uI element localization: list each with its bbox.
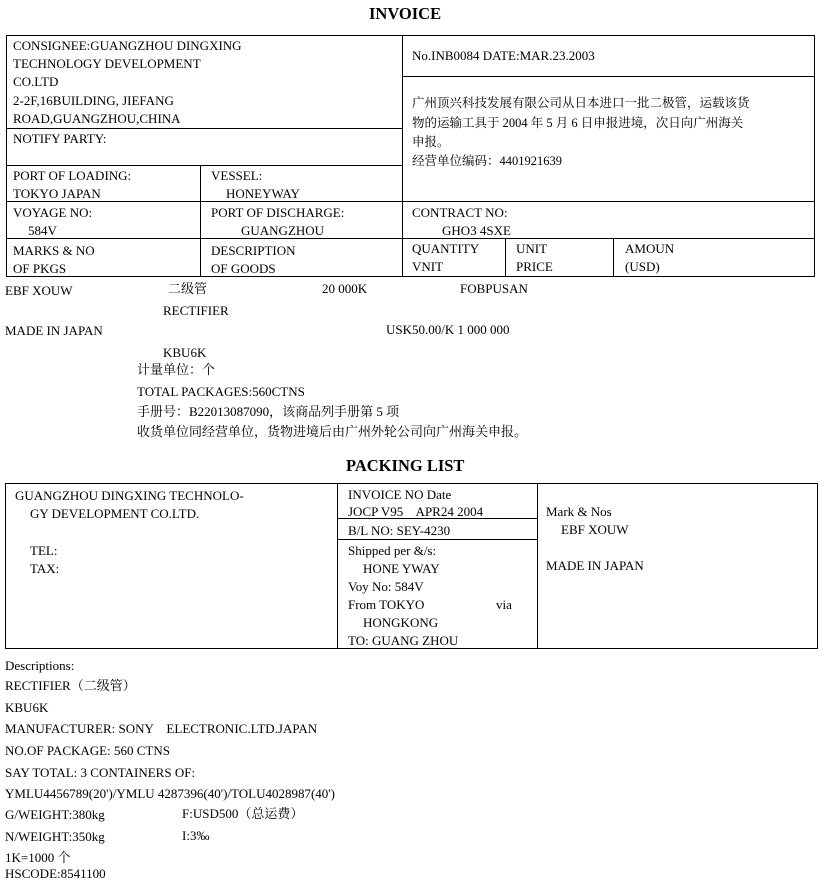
descriptions-packages: NO.OF PACKAGE: 560 CTNS — [5, 743, 170, 758]
packing-via-place: HONGKONG — [363, 615, 439, 630]
packing-to: TO: GUANG ZHOU — [348, 633, 459, 648]
body-unit: 计量单位：个 — [137, 362, 216, 377]
packing-invoice-value: JOCP V95 APR24 2004 — [348, 504, 484, 519]
operator-code: 经营单位编码：4401921639 — [412, 154, 563, 168]
consignee-line: CONSIGNEE:GUANGZHOU DINGXING — [13, 38, 242, 53]
packing-marks-label: Mark & Nos — [546, 504, 612, 519]
packing-voyage: Voy No: 584V — [348, 579, 424, 594]
vessel-value: HONEYWAY — [226, 186, 300, 201]
header-unit-price: UNIT — [516, 241, 548, 256]
descriptions-goods: RECTIFIER（二级管） — [5, 678, 136, 693]
header-quantity-sub: VNIT — [412, 259, 444, 274]
packing-bl: B/L NO: SEY-4230 — [348, 523, 451, 538]
packing-tel: TEL: — [30, 543, 58, 558]
packing-company: GY DEVELOPMENT CO.LTD. — [30, 506, 200, 521]
port-of-discharge-label: PORT OF DISCHARGE: — [211, 205, 345, 220]
descriptions-gross-weight: G/WEIGHT:380kg — [5, 807, 105, 822]
descriptions-model: KBU6K — [5, 700, 49, 715]
descriptions-insurance: I:3‰ — [182, 828, 210, 843]
voyage-value: 584V — [28, 223, 57, 238]
packing-invoice-label: INVOICE NO Date — [348, 487, 452, 502]
port-of-discharge-value: GUANGZHOU — [241, 223, 325, 238]
contract-label: CONTRACT NO: — [412, 205, 508, 220]
descriptions-unit-conversion: 1K=1000 个 — [5, 850, 71, 865]
body-goods-cn: 二级管 — [168, 281, 208, 296]
packing-company: GUANGZHOU DINGXING TECHNOLO- — [15, 488, 244, 503]
header-amount: AMOUN — [625, 241, 675, 256]
body-terms: FOBPUSAN — [460, 281, 528, 296]
body-price-amount: USK50.00/K 1 000 000 — [386, 322, 510, 337]
header-description-sub: OF GOODS — [211, 261, 276, 276]
invoice-title: INVOICE — [369, 4, 442, 23]
body-origin: MADE IN JAPAN — [5, 323, 103, 338]
header-unit-price-sub: PRICE — [516, 259, 553, 274]
body-mark: EBF XOUW — [5, 283, 73, 298]
packing-shipped-value: HONE YWAY — [363, 561, 440, 576]
consignee-line: TECHNOLOGY DEVELOPMENT — [13, 56, 201, 71]
voyage-label: VOYAGE NO: — [13, 205, 93, 220]
header-description: DESCRIPTION — [211, 243, 296, 258]
descriptions-manufacturer: MANUFACTURER: SONY ELECTRONIC.LTD.JAPAN — [5, 721, 318, 736]
declaration-line: 申报。 — [412, 135, 450, 149]
descriptions-net-weight: N/WEIGHT:350kg — [5, 829, 105, 844]
header-marks: MARKS & NO — [13, 243, 95, 258]
packing-marks-value: EBF XOUW — [561, 522, 629, 537]
descriptions-containers: YMLU4456789(20')/YMLU 4287396(40')/TOLU4028987(40') — [5, 786, 335, 801]
port-of-loading-value: TOKYO JAPAN — [13, 186, 101, 201]
packing-tax: TAX: — [30, 561, 60, 576]
packing-via: via — [496, 597, 512, 612]
body-receiver: 收货单位同经营单位，货物进境后由广州外轮公司向广州海关申报。 — [137, 424, 528, 439]
descriptions-say-total: SAY TOTAL: 3 CONTAINERS OF: — [5, 765, 196, 780]
descriptions-label: Descriptions: — [5, 658, 75, 673]
contract-value: GHO3 4SXE — [442, 223, 511, 238]
body-goods-en: RECTIFIER — [163, 303, 229, 318]
consignee-line: 2-2F,16BUILDING, JIEFANG — [13, 93, 174, 108]
body-total-packages: TOTAL PACKAGES:560CTNS — [137, 384, 305, 399]
consignee-line: ROAD,GUANGZHOU,CHINA — [13, 111, 181, 126]
body-manual: 手册号：B22013087090，该商品列手册第 5 项 — [137, 404, 400, 419]
port-of-loading-label: PORT OF LOADING: — [13, 168, 132, 183]
packing-list-title: PACKING LIST — [346, 456, 465, 475]
packing-from: From TOKYO — [348, 597, 425, 612]
vessel-label: VESSEL: — [211, 168, 263, 183]
packing-origin: MADE IN JAPAN — [546, 558, 644, 573]
descriptions-freight: F:USD500（总运费） — [182, 806, 304, 821]
header-marks-sub: OF PKGS — [13, 261, 67, 276]
consignee-line: CO.LTD — [13, 74, 59, 89]
packing-shipped-label: Shipped per &/s: — [348, 543, 437, 558]
descriptions-hscode: HSCODE:8541100 — [5, 866, 106, 881]
declaration-line: 广州顶兴科技发展有限公司从日本进口一批二极管，运载该货 — [412, 96, 750, 110]
header-quantity: QUANTITY — [412, 241, 480, 256]
header-amount-sub: (USD) — [625, 259, 660, 274]
body-model: KBU6K — [163, 345, 207, 360]
notify-party-label: NOTIFY PARTY: — [13, 131, 107, 146]
invoice-number-date: No.INB0084 DATE:MAR.23.2003 — [412, 48, 595, 63]
declaration-line: 物的运输工具于 2004 年 5 月 6 日申报进境，次日向广州海关 — [412, 116, 744, 130]
body-quantity: 20 000K — [322, 281, 368, 296]
